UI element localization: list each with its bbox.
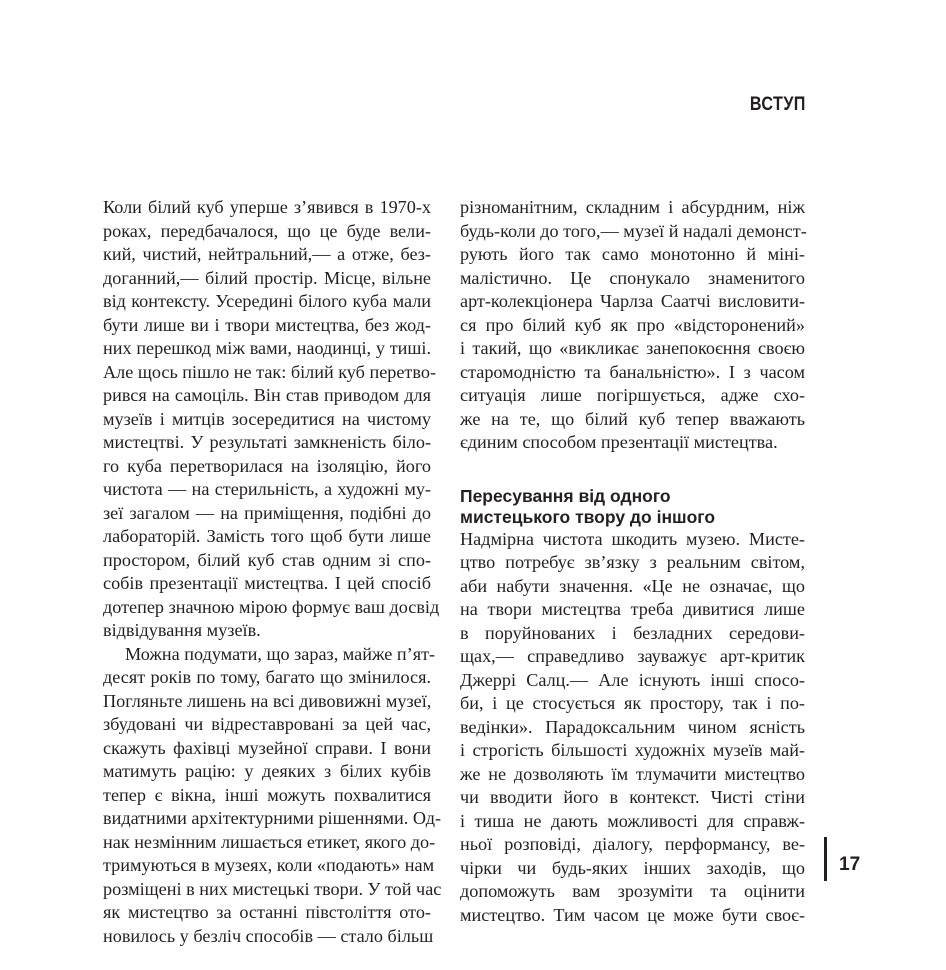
text-line: будь-коли до того,— музеї й надалі демонст- — [460, 220, 807, 241]
text-line: і такий, що «викликає занепокоєння своєю — [460, 338, 805, 358]
text-line: розміщені в них мистецькі твори. У той час — [103, 878, 442, 899]
text-line: чірки чи будь-яких інших заходів, що — [460, 857, 805, 878]
text-line: різноманітним, складним і абсурдним, ніж — [460, 197, 805, 217]
text-line: роках, передбачалося, що це буде вели- — [103, 220, 431, 241]
section-body — [460, 528, 805, 928]
text-line: тепер є вікна, інші можуть похвалитися — [103, 784, 431, 805]
text-line: аби набути значення. «Це не означає, що — [460, 575, 805, 596]
text-line: збудовані чи відреставровані за цей час, — [103, 714, 431, 734]
text-line: би, і це стосується як простору, так і по- — [460, 693, 805, 713]
text-line: чи вводити його в контекст. Чисті стіни — [460, 787, 805, 807]
text-line: Коли білий куб уперше з’явився в 1970-х — [103, 197, 431, 217]
text-line: десят років по тому, багато що змінилося. — [103, 667, 431, 687]
text-line: собів презентації мистецтва. І цей спосіб — [103, 573, 431, 593]
text-line: зеї загалом — на приміщення, подібні до — [103, 502, 431, 523]
text-line: чистота — на стерильність, а художні му- — [103, 479, 431, 499]
text-line: щах,— справедливо зауважує арт-критик — [460, 646, 805, 666]
text-line: допоможуть вам зрозуміти та оцінити — [460, 881, 805, 901]
text-line: як мистецтво за останні півстоліття ото- — [103, 902, 431, 922]
text-line: тримуються в музеях, коли «подають» нам — [103, 855, 435, 875]
text-line: го куба перетворилася на ізоляцію, його — [103, 455, 431, 476]
text-line: рують його так само монотонно й міні- — [460, 244, 805, 264]
text-line: і строгість більшості художніх музеїв май- — [460, 740, 805, 760]
text-line: нак незмінним лишається етикет, якого до- — [103, 831, 436, 852]
right-column-continuation — [460, 196, 805, 455]
text-line: єдиним способом презентації мистецтва. — [460, 432, 778, 452]
text-line: ся про білий куб як про «відсторонений» — [460, 314, 805, 335]
text-line: видатними архітектурними рішеннями. Од- — [103, 808, 442, 828]
text-line: простором, білий куб став одним зі спо- — [103, 549, 431, 570]
text-line: же не дозволяють їм тлумачити мистецтво — [460, 763, 805, 784]
text-line: бути лише ви і твори мистецтва, без жод- — [103, 314, 431, 335]
text-line: в поруйнованих і безладних середови- — [460, 622, 805, 643]
text-line: мистецтві. У результаті замкненість біло- — [103, 432, 431, 452]
text-line: музеїв і митців зосередитися на чистому — [103, 408, 431, 429]
text-line: доганний,— білий простір. Місце, вільне — [103, 267, 431, 288]
section-heading-line: Пересування від одного — [460, 485, 671, 506]
text-line: Надмірна чистота шкодить музею. Мисте- — [460, 528, 805, 549]
text-line: старомодністю та банальністю». І з часом — [460, 361, 805, 382]
text-line: лабораторій. Замість того щоб бути лише — [103, 526, 431, 546]
section-heading — [460, 486, 805, 528]
page-number: 17 — [839, 854, 861, 875]
text-line: матимуть рацію: у деяких з білих кубів — [103, 761, 431, 781]
text-line: на твори мистецтва треба дивитися лише — [460, 599, 805, 619]
text-line: Але щось пішло не так: білий куб перетво- — [103, 361, 436, 382]
text-line: відвідування музеїв. — [103, 620, 261, 640]
text-line: новилось у безліч способів — стало більш — [103, 925, 434, 946]
text-line: і тиша не дають можливості для справж- — [460, 810, 805, 831]
text-line: малістично. Це спонукало знаменитого — [460, 267, 805, 288]
text-line: Погляньте лишень на всі дивовижні музеї, — [103, 690, 432, 711]
text-line: рився на самоціль. Він став приводом для — [103, 385, 431, 405]
text-line: дотепер значною мірою формує ваш досвід — [103, 596, 440, 617]
running-head: ВСТУП — [750, 94, 806, 115]
text-line: скажуть фахівці музейної справи. І вони — [103, 737, 431, 758]
text-line: ситуація лише погіршується, адже схо- — [460, 385, 805, 405]
text-line: арт-колекціонера Чарлза Саатчі висловити- — [460, 291, 805, 311]
section-heading-line: мистецького твору до іншого — [460, 506, 716, 527]
text-line: ведінки». Парадоксальним чином ясність — [460, 716, 805, 737]
text-line: же на те, що білий куб тепер вважають — [460, 408, 805, 429]
text-line: мистецтво. Тим часом це може бути своє- — [460, 904, 805, 925]
text-line: кий, чистий, нейтральний,— а отже, без- — [103, 244, 431, 264]
text-line: від контексту. Усередині білого куба мали — [103, 291, 431, 311]
right-column — [460, 196, 805, 927]
text-line: ньої розповіді, діалогу, перформансу, ве- — [460, 834, 805, 854]
text-line: Можна подумати, що зараз, майже п’ят- — [125, 643, 436, 664]
text-line: Джеррі Салц.— Але існують інші спосо- — [460, 669, 805, 690]
text-line: них перешкод між вами, наодинці, у тиші. — [103, 338, 431, 358]
text-line: цтво потребує зв’язку з реальним світом, — [460, 552, 805, 572]
page-number-rule — [824, 837, 827, 881]
left-column — [103, 196, 442, 948]
